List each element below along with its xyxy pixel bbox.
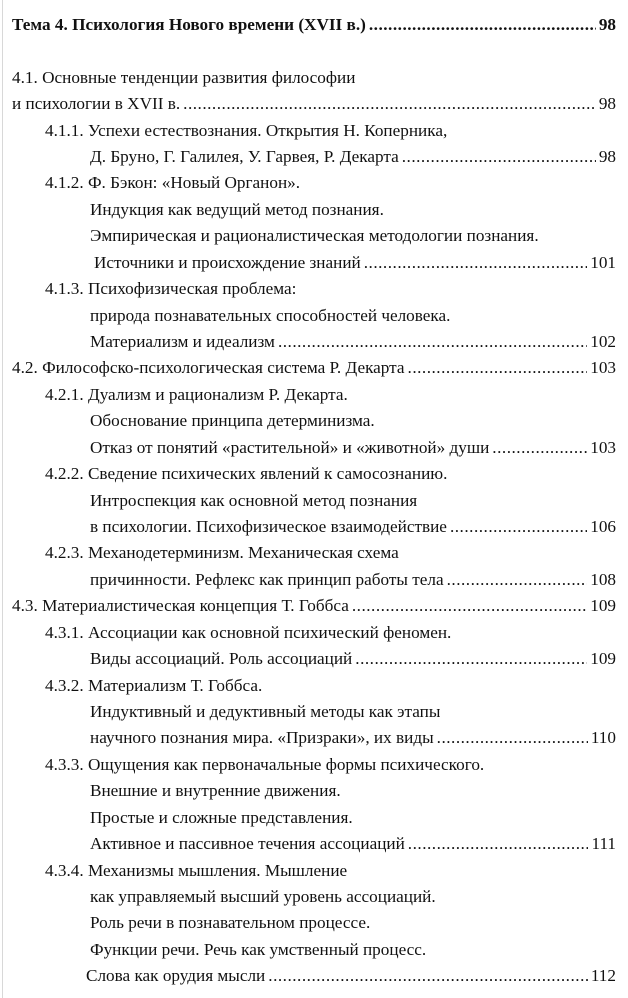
toc-4-3-2-line2: Индуктивный и дедуктивный методы как этапы [90, 702, 441, 721]
toc-4-1-3-line1[interactable]: 4.1.3. Психофизическая проблема: [45, 279, 297, 298]
toc-4-2-2-line1[interactable]: 4.2.2. Сведение психических явлений к самосознанию. [45, 464, 448, 483]
toc-4-3-2-entry[interactable] [90, 727, 616, 749]
toc-4-2-2-entry[interactable] [90, 516, 616, 538]
toc-4-1-1-line1[interactable]: 4.1.1. Успехи естествознания. Открытия Н. Коперника, [45, 121, 448, 140]
toc-4-3-entry[interactable] [12, 595, 616, 617]
toc-theme-entry[interactable] [12, 14, 616, 36]
toc-4-2-entry[interactable] [12, 357, 616, 379]
leader-dots [402, 146, 596, 168]
page-number: 106 [590, 517, 616, 536]
toc-entry-text: 4.2. Философско-психологическая система Р. Декарта [12, 358, 405, 377]
page-number: 98 [598, 94, 616, 113]
page-number: 102 [590, 332, 616, 351]
toc-4-3-2-line1[interactable]: 4.3.2. Материализм Т. Гоббса. [45, 676, 263, 695]
toc-4-1-1-entry[interactable] [90, 146, 616, 168]
toc-entry-text: причинности. Рефлекс как принцип работы тела [90, 570, 444, 589]
toc-4-3-4-line4: Функции речи. Речь как умственный процесс. [90, 940, 427, 959]
page-number: 112 [590, 966, 616, 985]
toc-4-3-3-entry[interactable] [90, 833, 616, 855]
page-number: 98 [598, 147, 616, 166]
toc-4-3-4-line3: Роль речи в познавательном процессе. [90, 913, 371, 932]
toc-4-1-3-line2: природа познавательных способностей человека. [90, 306, 451, 325]
leader-dots [352, 595, 587, 617]
leader-dots [437, 727, 588, 749]
toc-4-1-2-line3: Эмпирическая и рационалистическая методологии познания. [90, 226, 539, 245]
page-number: 101 [590, 253, 616, 272]
toc-4-1-entry[interactable] [12, 93, 616, 115]
toc-entry-text: Материализм и идеализм [90, 332, 275, 351]
toc-entry-text: научного познания мира. «Призраки», их виды [90, 728, 434, 747]
left-margin-rule [2, 0, 3, 998]
toc-entry-text: Слова как орудия мысли [86, 966, 266, 985]
toc-entry-text: Активное и пассивное течения ассоциаций [90, 834, 405, 853]
toc-4-1-2-line2: Индукция как ведущий метод познания. [90, 200, 384, 219]
toc-entry-text: в психологии. Психофизическое взаимодействие [90, 517, 447, 536]
toc-entry-text: Отказ от понятий «растительной» и «животной» души [90, 438, 490, 457]
leader-dots [408, 833, 589, 855]
toc-entry-text: Д. Бруно, Г. Галилея, У. Гарвея, Р. Декарта [90, 147, 399, 166]
page-number: 98 [598, 15, 616, 34]
toc-4-3-3-line2: Внешние и внутренние движения. [90, 781, 341, 800]
page-number: 111 [591, 834, 616, 853]
leader-dots [369, 14, 596, 36]
toc-4-3-3-line3: Простые и сложные представления. [90, 808, 353, 827]
toc-4-1-2-entry[interactable] [94, 252, 616, 274]
toc-entry-text: и психологии в XVII в. [12, 94, 181, 113]
leader-dots [183, 93, 596, 115]
toc-4-3-4-line1[interactable]: 4.3.4. Механизмы мышления. Мышление [45, 861, 348, 880]
toc-4-2-1-line1[interactable]: 4.2.1. Дуализм и рационализм Р. Декарта. [45, 385, 348, 404]
toc-entry-text: Виды ассоциаций. Роль ассоциаций [90, 649, 353, 668]
toc-4-3-4-entry[interactable] [86, 965, 616, 987]
toc-4-3-1-line1[interactable]: 4.3.1. Ассоциации как основной психический феномен. [45, 623, 452, 642]
toc-4-1-3-entry[interactable] [90, 331, 616, 353]
leader-dots [447, 569, 588, 591]
page-number: 103 [590, 358, 616, 377]
leader-dots [492, 437, 587, 459]
toc-4-3-4-line2: как управляемый высший уровень ассоциаций. [90, 887, 436, 906]
page-number: 110 [590, 728, 616, 747]
leader-dots [268, 965, 588, 987]
page-number: 108 [590, 570, 616, 589]
toc-theme-title: Тема 4. Психология Нового времени (XVII в.) [12, 15, 366, 34]
toc-4-2-3-line1[interactable]: 4.2.3. Механодетерминизм. Механическая схема [45, 543, 399, 562]
leader-dots [364, 252, 587, 274]
toc-4-2-1-entry[interactable] [90, 437, 616, 459]
page-number: 103 [590, 438, 616, 457]
leader-dots [408, 357, 588, 379]
leader-dots [450, 516, 587, 538]
page-number: 109 [590, 649, 616, 668]
leader-dots [355, 648, 587, 670]
toc-entry-text: 4.3. Материалистическая концепция Т. Гоббса [12, 596, 349, 615]
toc-4-2-3-entry[interactable] [90, 569, 616, 591]
toc-4-3-3-line1[interactable]: 4.3.3. Ощущения как первоначальные формы психического. [45, 755, 485, 774]
toc-4-1-2-line1[interactable]: 4.1.2. Ф. Бэкон: «Новый Органон». [45, 173, 301, 192]
page-number: 109 [590, 596, 616, 615]
toc-4-1-line1[interactable]: 4.1. Основные тенденции развития философии [12, 68, 356, 87]
toc-4-2-2-line2: Интроспекция как основной метод познания [90, 491, 418, 510]
toc-4-2-1-line2: Обоснование принципа детерминизма. [90, 411, 375, 430]
leader-dots [278, 331, 587, 353]
toc-entry-text: Источники и происхождение знаний [94, 253, 361, 272]
toc-4-3-1-entry[interactable] [90, 648, 616, 670]
